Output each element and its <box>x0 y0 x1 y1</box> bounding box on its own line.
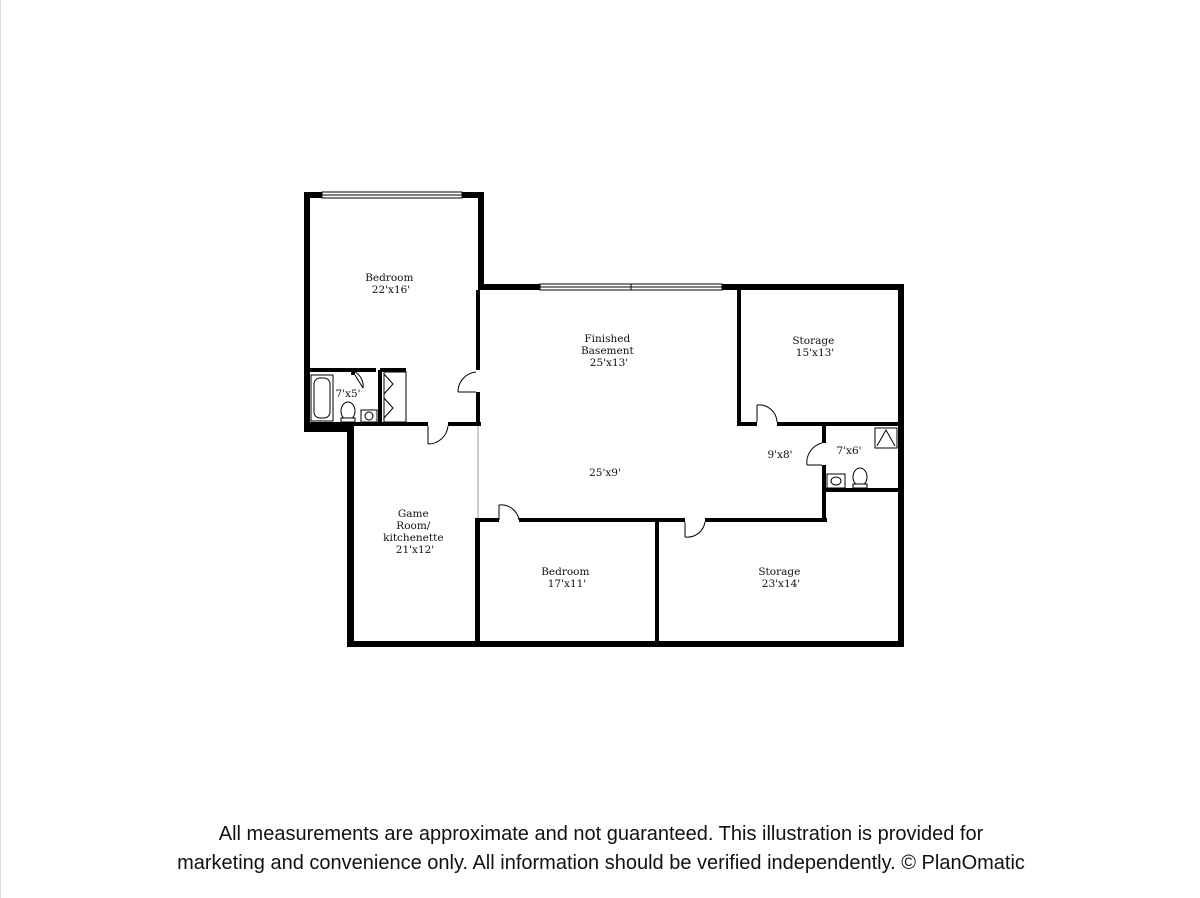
wall-segment <box>476 392 480 426</box>
sink-basin <box>831 477 841 485</box>
disclaimer-text <box>41 820 1161 878</box>
door-bedroom-top <box>458 372 476 392</box>
wall-segment <box>347 426 354 647</box>
wall-segment <box>378 370 382 426</box>
label-bedroom-bottom: Bedroom 17'x11' <box>541 566 590 590</box>
wall-segment <box>705 518 827 522</box>
door-bedroom-bottom <box>499 505 519 520</box>
label-bath-left: 7'x5' <box>335 388 361 400</box>
wall-segment <box>304 192 310 432</box>
door-storage-bottom <box>685 522 705 537</box>
label-bath-right: 7'x6' <box>836 445 862 457</box>
wall-segment <box>737 290 741 426</box>
wall-segment <box>310 422 382 426</box>
wall-segment <box>380 368 406 372</box>
wall-segment <box>347 641 904 647</box>
door-storage-top <box>757 405 777 422</box>
toilet-tank <box>853 484 867 488</box>
wall-segment <box>304 426 354 432</box>
closet-bifold <box>384 374 393 418</box>
toilet-tank <box>341 418 355 422</box>
door-bath-left <box>355 372 363 388</box>
floorplan-diagram <box>1 0 1200 898</box>
wall-segment <box>475 518 499 522</box>
door-game-room <box>428 426 448 444</box>
wall-segment <box>519 518 685 522</box>
wall-segment <box>822 465 826 522</box>
disclaimer-line-1: All measurements are approximate and not guaranteed. This illustration is provided for <box>218 823 984 845</box>
label-storage-top: Storage 15'x13' <box>792 335 835 359</box>
exterior-walls <box>304 192 904 647</box>
disclaimer-line-2: marketing and convenience only. All information should be verified independently. © PlanOmatic <box>177 852 1025 874</box>
toilet-icon <box>341 402 355 420</box>
wall-segment <box>822 426 826 443</box>
label-bedroom-top: Bedroom 22'x16' <box>365 272 414 296</box>
wall-segment <box>898 284 904 647</box>
label-open-area: 25'x9' <box>589 467 621 479</box>
wall-segment <box>351 370 355 375</box>
wall-segment <box>822 488 901 492</box>
sink-basin <box>365 412 373 420</box>
wall-segment <box>382 422 428 426</box>
label-game-room: Game Room/ kitchenette 21'x12' <box>383 508 444 556</box>
wall-segment <box>476 290 480 370</box>
wall-segment <box>475 520 480 644</box>
label-finished-basement: Finished Basement 25'x13' <box>580 333 634 369</box>
door-bath-right <box>807 443 822 465</box>
wall-segment <box>478 192 484 290</box>
bathtub-inner <box>314 378 330 418</box>
label-storage-bottom: Storage 23'x14' <box>758 566 801 590</box>
wall-segment <box>655 520 659 644</box>
wall-segment <box>777 422 901 426</box>
toilet-icon <box>853 468 867 486</box>
wall-segment <box>310 368 376 372</box>
label-hall: 9'x8' <box>767 449 793 461</box>
room-labels <box>335 272 861 590</box>
wall-segment <box>737 422 757 426</box>
